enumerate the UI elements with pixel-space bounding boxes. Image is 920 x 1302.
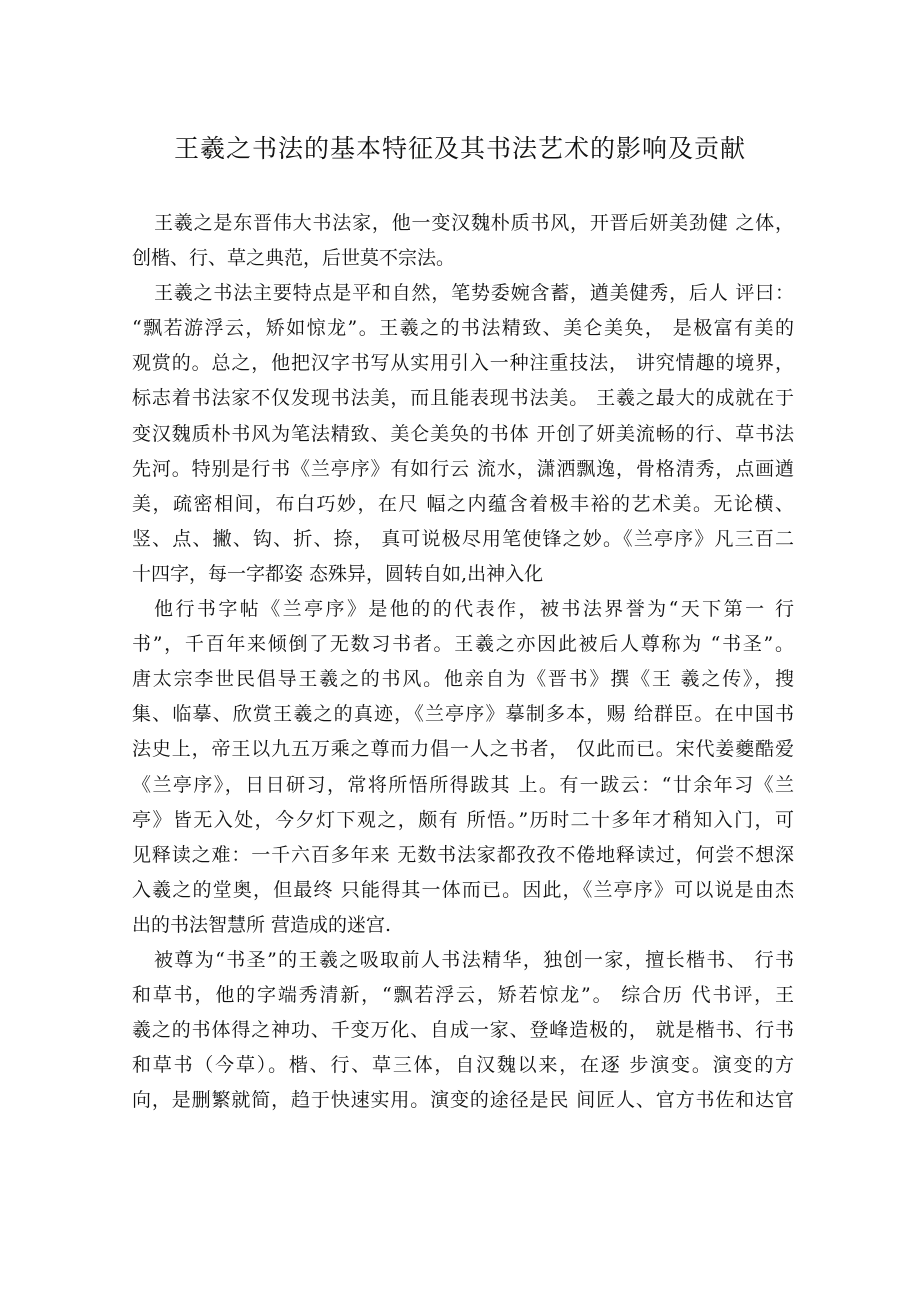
paragraph-line: 和草书（今草）。楷、行、草三体，自汉魏以来，在逐 步演变。演变的方 [132, 1054, 794, 1077]
paragraph-line: 《兰亭序》，日日研习，常将所悟所得跋其 上。有一跋云：“廿余年习《兰 [132, 773, 794, 796]
paragraph-line: 观赏的。总之，他把汉字书写从实用引入一种注重技法， 讲究情趣的境界， [132, 352, 794, 375]
paragraph-line: 他行书字帖《兰亭序》是他的的代表作，被书法界誉为“天下第一 行 [154, 598, 794, 621]
paragraph-line: 向，是删繁就简，趋于快速实用。演变的途径是民 间匠人、官方书佐和达官 [132, 1089, 794, 1112]
paragraph-line: 十四字，每一字都姿 态殊异，圆转自如,出神入化 [132, 562, 544, 585]
paragraph-line: 美，疏密相间，布白巧妙，在尺 幅之内蕴含着极丰裕的艺术美。无论横、 [132, 492, 794, 515]
document-body [132, 206, 794, 1118]
paragraph-line: 王羲之书法主要特点是平和自然，笔势委婉含蓄，遒美健秀，后人 评曰： [154, 282, 794, 305]
page-title: 王羲之书法的基本特征及其书法艺术的影响及贡献 [173, 134, 746, 163]
paragraph-line: 出的书法智慧所 营造成的迷宫. [132, 913, 392, 936]
paragraph-line: 和草书，他的字端秀清新，“飘若浮云，矫若惊龙”。 综合历 代书评，王 [132, 984, 794, 1007]
paragraph-line: 集、临摹、欣赏王羲之的真迹，《兰亭序》摹制多本，赐 给群臣。在中国书 [132, 703, 794, 726]
paragraph-line: 王羲之是东晋伟大书法家，他一变汉魏朴质书风，开晋后妍美劲健 之体， [154, 212, 794, 234]
paragraph-line: 见释读之难：一千六百多年来 无数书法家都孜孜不倦地释读过，何尝不想深 [132, 843, 794, 866]
paragraph-line: 创楷、行、草之典范，后世莫不宗法。 [132, 247, 456, 270]
paragraph-line: 变汉魏质朴书风为笔法精致、美仑美奂的书体 开创了妍美流畅的行、草书法 [132, 422, 794, 445]
paragraph-line: 被尊为“书圣”的王羲之吸取前人书法精华，独创一家，擅长楷书、 行书 [154, 948, 794, 971]
paragraph-line: 书”，千百年来倾倒了无数习书者。王羲之亦因此被后人尊称为 “书圣”。 [132, 633, 794, 656]
paragraph-line: 亭》皆无入处，今夕灯下观之，颇有 所悟。”历时二十多年才稍知入门，可 [132, 808, 794, 831]
paragraph-line: 唐太宗李世民倡导王羲之的书风。他亲自为《晋书》撰《王 羲之传》，搜 [132, 668, 794, 691]
paragraph-line: 羲之的书体得之神功、千变万化、自成一家、登峰造极的， 就是楷书、行书 [132, 1019, 794, 1042]
paragraph-line: 法史上，帝王以九五万乘之尊而力倡一人之书者， 仅此而已。宋代姜夔酷爱 [132, 738, 794, 761]
paragraph-line: 竖、点、撇、钩、折、捺， 真可说极尽用笔使锋之妙。《兰亭序》凡三百二 [132, 527, 794, 550]
paragraph-line: “飘若游浮云，矫如惊龙”。王羲之的书法精致、美仑美奂， 是极富有美的 [132, 317, 794, 340]
paragraph-line: 入羲之的堂奥，但最终 只能得其一体而已。因此，《兰亭序》可以说是由杰 [132, 878, 794, 901]
paragraph-line: 先河。特别是行书《兰亭序》有如行云 流水，潇洒飘逸，骨格清秀，点画遒 [132, 457, 794, 480]
paragraph-line: 标志着书法家不仅发现书法美，而且能表现书法美。 王羲之最大的成就在于 [132, 387, 794, 410]
